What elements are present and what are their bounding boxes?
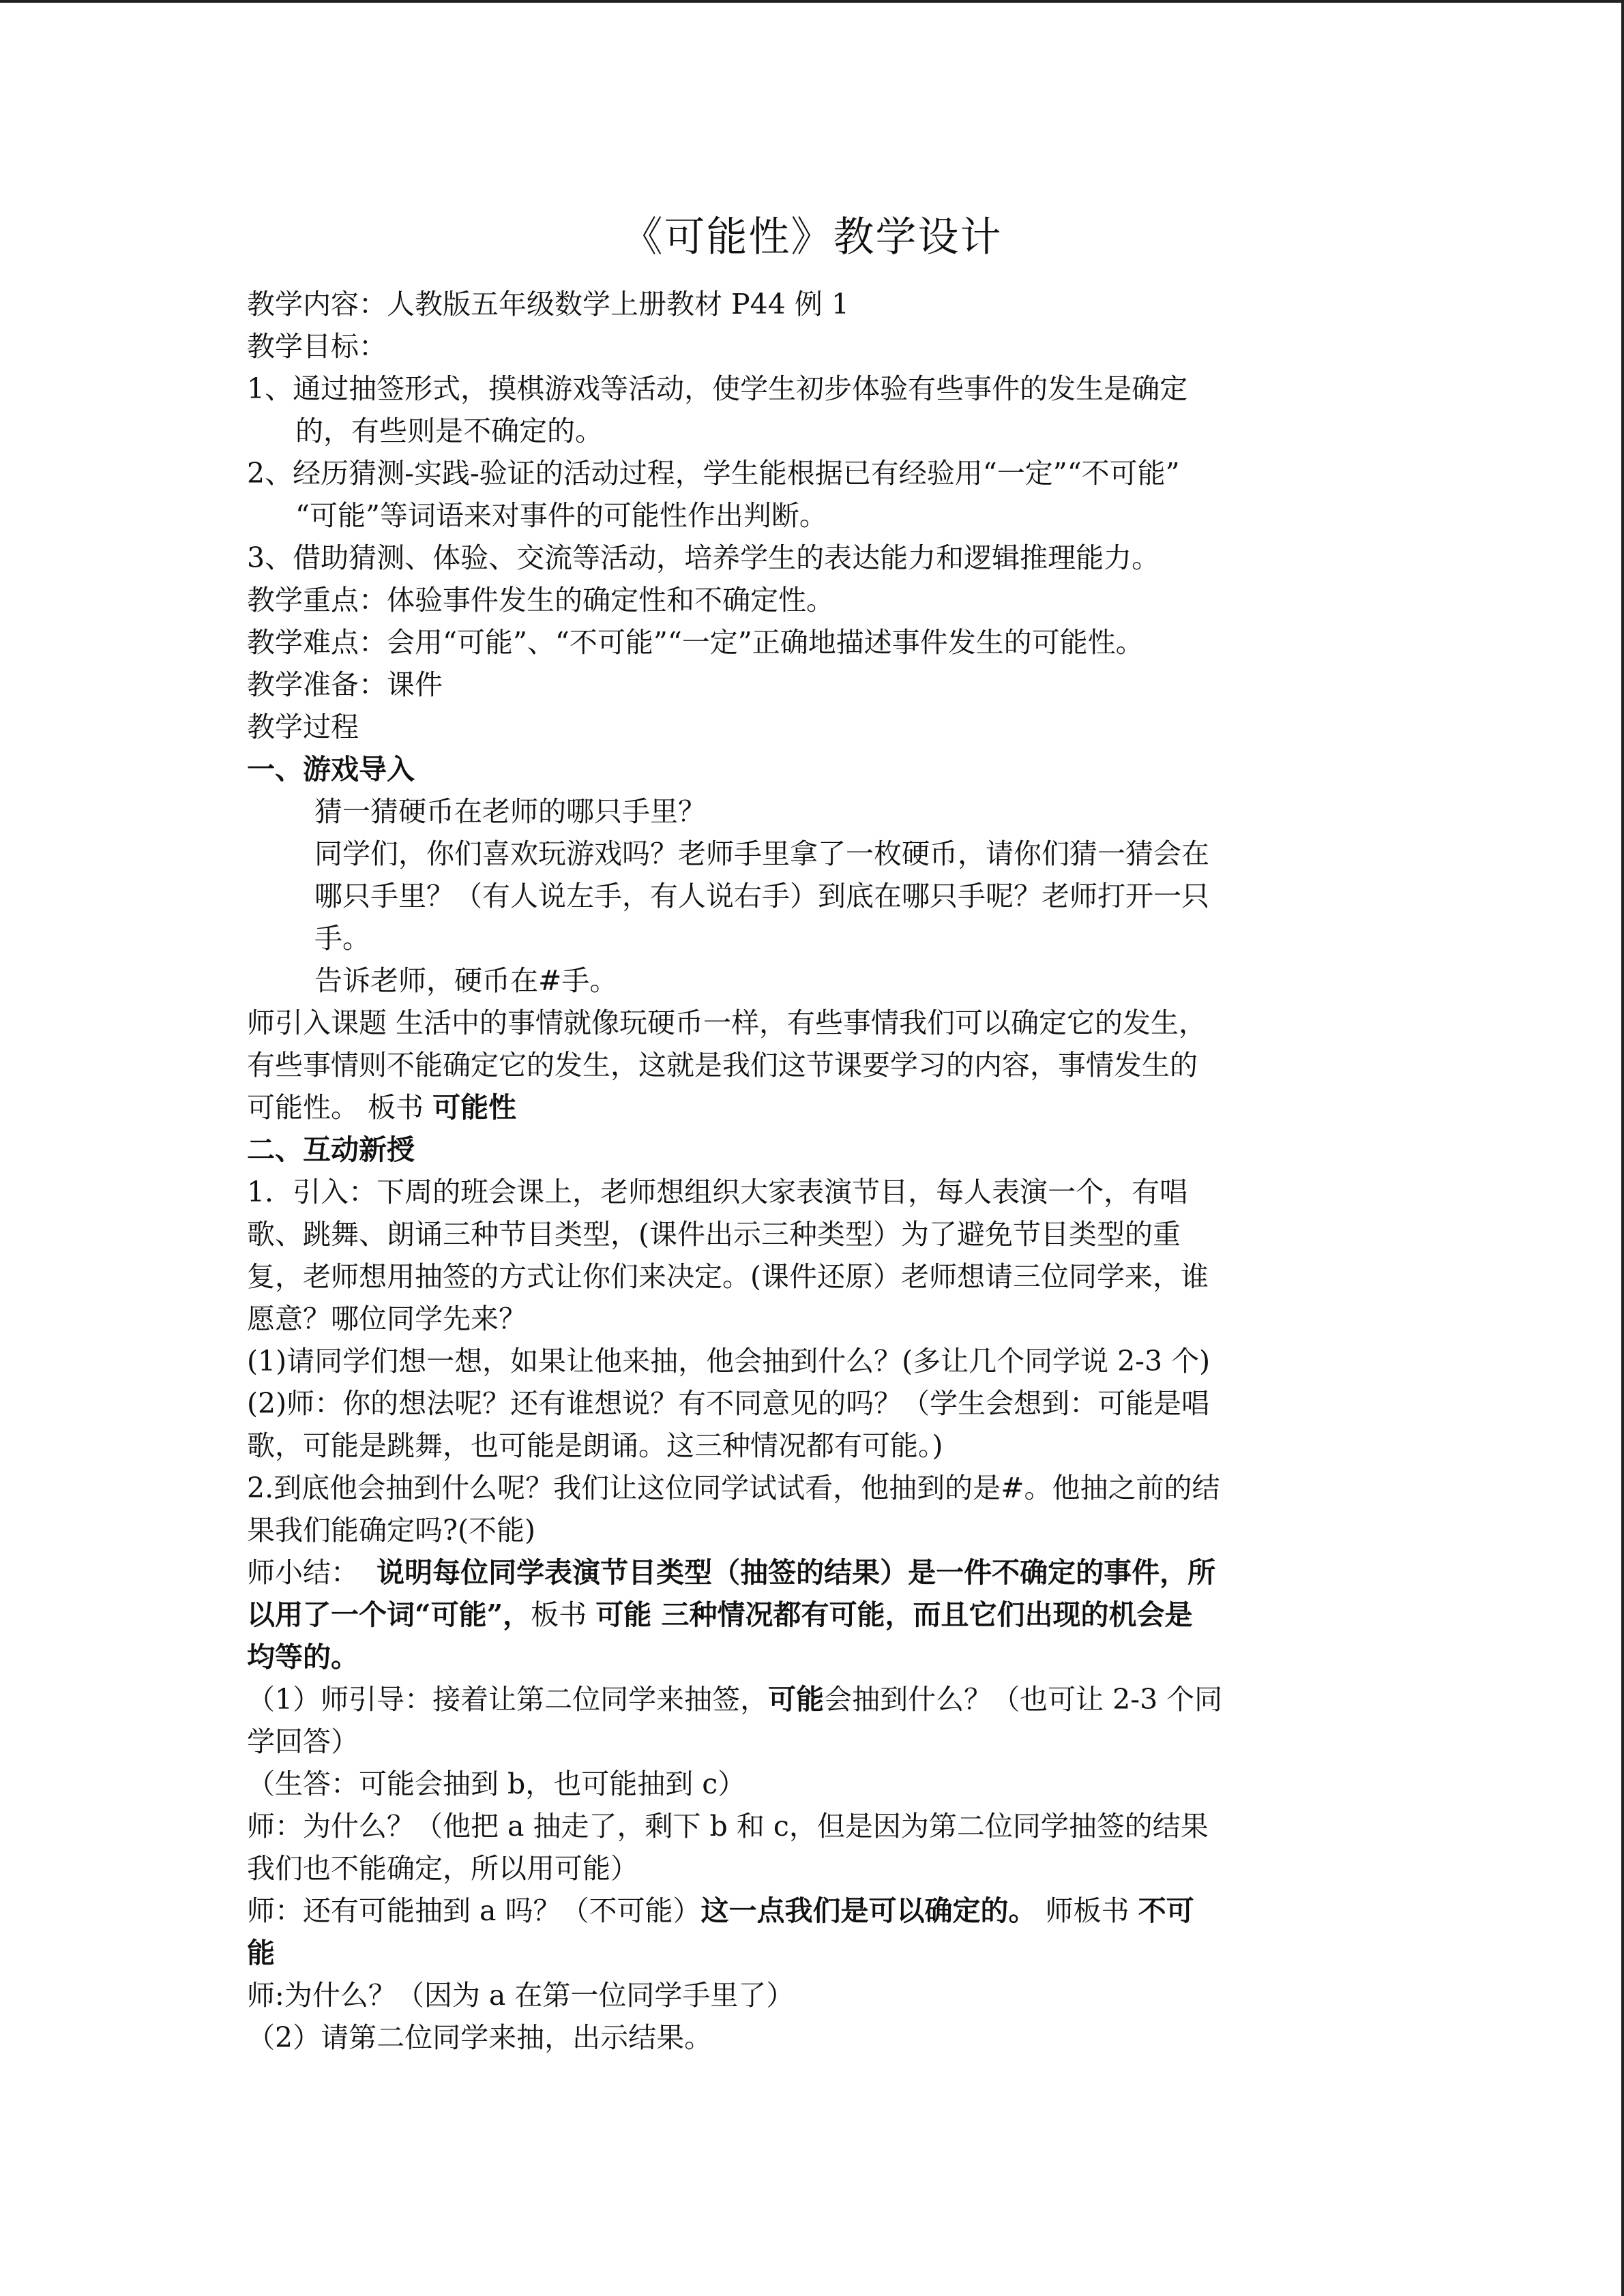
step-2-line-1: 2.到底他会抽到什么呢？我们让这位同学试试看，他抽到的是#。他抽之前的结 — [247, 1472, 1220, 1504]
summary-label: 师小结： — [247, 1556, 377, 1589]
summary-bold-3: 可能 三种情况都有可能，而且它们出现的机会是 — [595, 1598, 1193, 1631]
guide-1-bold: 可能 — [768, 1683, 825, 1716]
can-a-line-1 — [247, 1890, 1379, 1932]
section-1-para-2-line-2: 哪只手里？（有人说左手，有人说右手）到底在哪只手呢？老师打开一只 — [314, 880, 1209, 912]
step-1-line-3: 复，老师想用抽签的方式让你们来决定。(课件还原）老师想请三位同学来，谁 — [247, 1260, 1209, 1293]
section-1-para-2-line-3: 手。 — [314, 922, 370, 955]
goal-2-line-1: 2、经历猜测-实践-验证的活动过程，学生能根据已有经验用“一定”“不可能” — [247, 457, 1180, 490]
can-a-text: 师：还有可能抽到 a 吗？（不可能） — [247, 1894, 701, 1927]
why-1-line-1: 师：为什么？（他把 a 抽走了，剩下 b 和 c，但是因为第二位同学抽签的结果 — [247, 1810, 1209, 1843]
goal-1-line-2: 的，有些则是不确定的。 — [295, 415, 603, 447]
section-2-heading: 二、互动新授 — [247, 1133, 415, 1166]
summary-line-3: 均等的。 — [247, 1641, 359, 1673]
step-2-line-2: 果我们能确定吗?(不能) — [247, 1514, 535, 1547]
section-1-para-3: 告诉老师，硬币在#手。 — [314, 964, 618, 997]
summary-bold-1: 说明每位同学表演节目类型（抽签的结果）是一件不确定的事件，所 — [377, 1556, 1216, 1589]
page-border-right — [1621, 0, 1624, 2296]
summary-bold-2: 以用了一个词“可能”， — [247, 1598, 531, 1631]
step-1-sub-2-line-2: 歌，可能是跳舞，也可能是朗诵。这三种情况都有可能。) — [247, 1429, 943, 1462]
section-1-para-1: 猜一猜硬币在老师的哪只手里？ — [314, 795, 706, 828]
student-answer: （生答：可能会抽到 b，也可能抽到 c） — [247, 1768, 746, 1800]
goal-3: 3、借助猜测、体验、交流等活动，培养学生的表达能力和逻辑推理能力。 — [247, 541, 1160, 574]
step-1-line-1: 1．引入：下周的班会课上，老师想组织大家表演节目，每人表演一个，有唱 — [247, 1176, 1188, 1208]
section-1-para-2-line-1: 同学们，你们喜欢玩游戏吗？老师手里拿了一枚硬币，请你们猜一猜会在 — [314, 837, 1209, 870]
section-1-para-4-line-2: 有些事情则不能确定它的发生，这就是我们这节课要学习的内容，事情发生的 — [247, 1049, 1198, 1082]
section-1-heading: 一、游戏导入 — [247, 753, 415, 786]
step-1-line-2: 歌、跳舞、朗诵三种节目类型，(课件出示三种类型）为了避免节目类型的重 — [247, 1218, 1181, 1251]
guide-2: （2）请第二位同学来抽，出示结果。 — [247, 2021, 713, 2054]
teaching-content: 教学内容：人教版五年级数学上册教材 P44 例 1 — [247, 288, 849, 320]
goal-1-line-1: 1、通过抽签形式，摸棋游戏等活动，使学生初步体验有些事件的发生是确定 — [247, 372, 1188, 405]
summary-board-note: 板书 — [531, 1598, 596, 1631]
can-a-bold: 这一点我们是可以确定的。 — [700, 1894, 1037, 1927]
document-body — [247, 283, 1379, 2059]
can-a-board-note: 师板书 — [1036, 1894, 1138, 1927]
guide-1-text-b: 会抽到什么？（也可让 2-3 个同 — [824, 1683, 1223, 1716]
guide-1-line-2: 学回答） — [247, 1725, 359, 1758]
section-1-para-4-line-1: 师引入课题 生活中的事情就像玩硬币一样，有些事情我们可以确定它的发生， — [247, 1007, 1207, 1039]
document-title: 《可能性》教学设计 — [621, 213, 1003, 261]
guide-1-line-1 — [247, 1678, 1379, 1720]
step-1-sub-1: (1)请同学们想一想，如果让他来抽，他会抽到什么？(多让几个同学说 2-3 个) — [247, 1345, 1211, 1377]
can-a-line-2: 能 — [247, 1937, 275, 1969]
board-title-bold: 可能性 — [432, 1091, 517, 1124]
can-a-board-bold: 不可 — [1138, 1894, 1194, 1927]
why-2: 师:为什么？（因为 a 在第一位同学手里了） — [247, 1979, 795, 2012]
step-1-sub-2-line-1: (2)师：你的想法呢？还有谁想说？有不同意见的吗？（学生会想到：可能是唱 — [247, 1387, 1210, 1420]
summary-line-2 — [247, 1594, 1379, 1636]
goals-label: 教学目标： — [247, 330, 387, 363]
why-1-line-2: 我们也不能确定，所以用可能） — [247, 1852, 638, 1885]
teaching-preparation: 教学准备：课件 — [247, 668, 443, 701]
board-note: 可能性。 板书 — [247, 1091, 433, 1124]
section-1-para-4-line-3 — [247, 1086, 1379, 1129]
step-1-line-4: 愿意？哪位同学先来？ — [247, 1302, 527, 1335]
summary-line-1 — [247, 1551, 1379, 1594]
page-border-top — [0, 0, 1624, 3]
guide-1-text-a: （1）师引导：接着让第二位同学来抽签， — [247, 1683, 769, 1716]
teaching-difficulty: 教学难点：会用“可能”、“不可能”“一定”正确地描述事件发生的可能性。 — [247, 626, 1144, 659]
goal-2-line-2: “可能”等词语来对事件的可能性作出判断。 — [295, 499, 827, 532]
teaching-process-label: 教学过程 — [247, 711, 359, 743]
teaching-key-point: 教学重点：体验事件发生的确定性和不确定性。 — [247, 584, 834, 616]
